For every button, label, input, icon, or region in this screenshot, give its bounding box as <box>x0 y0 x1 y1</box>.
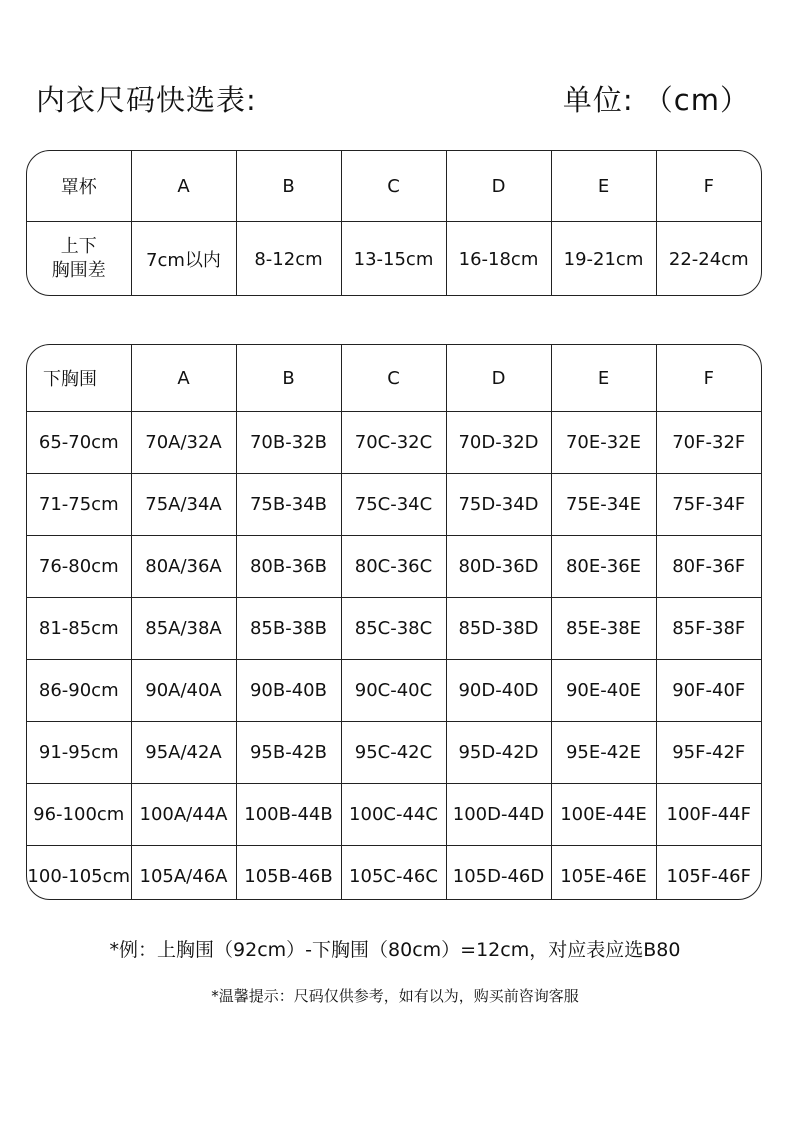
table-row <box>27 474 761 536</box>
size-cell: 105F-46F <box>666 866 751 887</box>
size-cell: 95D-42D <box>446 722 551 784</box>
page-title: 内衣尺码快选表: <box>36 83 257 117</box>
size-cell: 75E-34E <box>551 474 656 536</box>
size-cell: 75C-34C <box>341 474 446 536</box>
band-cell: 100-105cm <box>27 846 131 901</box>
size-cell: 70E-32E <box>551 412 656 474</box>
size-cell: 100F-44F <box>656 784 761 846</box>
size-table <box>26 344 762 900</box>
difference-cell: 22-24cm <box>668 248 749 270</box>
size-cell: 90A/40A <box>131 660 236 722</box>
size-cell: 90F-40F <box>656 660 761 722</box>
size-cell: 80B-36B <box>236 536 341 598</box>
cup-header-cell: B <box>236 151 341 222</box>
band-cell: 86-90cm <box>27 660 131 722</box>
cup-difference-table <box>26 150 762 296</box>
size-cell: 85B-38B <box>236 598 341 660</box>
size-cell: 75B-34B <box>236 474 341 536</box>
table-row <box>27 660 761 722</box>
unit-label: 单位: （cm） <box>562 83 750 117</box>
size-cell: 75D-34D <box>446 474 551 536</box>
band-cell: 76-80cm <box>27 536 131 598</box>
band-cell: 81-85cm <box>27 598 131 660</box>
size-cell: 90B-40B <box>236 660 341 722</box>
size-cell: 105D-46D <box>446 846 551 901</box>
table-row <box>27 846 761 901</box>
size-cell: 85F-38F <box>656 598 761 660</box>
size-cell: 85E-38E <box>551 598 656 660</box>
size-cell: 85A/38A <box>131 598 236 660</box>
cup-header-cell: B <box>236 345 341 412</box>
cup-header-cell: E <box>551 345 656 412</box>
cup-header-cell: D <box>446 151 551 222</box>
size-cell: 80D-36D <box>446 536 551 598</box>
band-cell: 65-70cm <box>27 412 131 474</box>
size-cell: 80E-36E <box>551 536 656 598</box>
size-cell: 100A/44A <box>131 784 236 846</box>
cup-header-cell: F <box>656 345 761 412</box>
size-cell: 75A/34A <box>131 474 236 536</box>
cup-header-cell: D <box>446 345 551 412</box>
difference-label-line2: 胸围差 <box>51 260 106 281</box>
band-cell: 71-75cm <box>27 474 131 536</box>
size-cell: 95E-42E <box>551 722 656 784</box>
size-cell: 95A/42A <box>131 722 236 784</box>
difference-cell: 16-18cm <box>446 222 551 297</box>
cup-header-cell: C <box>341 151 446 222</box>
size-cell: 90C-40C <box>341 660 446 722</box>
size-cell: 100E-44E <box>551 784 656 846</box>
size-cell: 95B-42B <box>236 722 341 784</box>
size-cell: 70C-32C <box>341 412 446 474</box>
size-cell: 95C-42C <box>341 722 446 784</box>
table-row <box>27 722 761 784</box>
band-cell: 96-100cm <box>27 784 131 846</box>
size-cell: 105A/46A <box>131 846 236 901</box>
difference-row <box>27 222 761 297</box>
cup-header-row <box>27 151 761 222</box>
size-cell: 90D-40D <box>446 660 551 722</box>
size-cell: 95F-42F <box>656 722 761 784</box>
size-cell: 100B-44B <box>236 784 341 846</box>
size-cell: 85C-38C <box>341 598 446 660</box>
band-header-label: 下胸围 <box>27 345 131 412</box>
cup-header-cell: E <box>551 151 656 222</box>
size-cell: 100D-44D <box>446 784 551 846</box>
band-cell: 91-95cm <box>27 722 131 784</box>
size-header-row <box>27 345 761 412</box>
cup-header-label: 罩杯 <box>27 151 131 222</box>
difference-cell: 13-15cm <box>341 222 446 297</box>
size-cell: 105B-46B <box>236 846 341 901</box>
size-cell: 70A/32A <box>131 412 236 474</box>
size-cell: 80C-36C <box>341 536 446 598</box>
size-cell: 70B-32B <box>236 412 341 474</box>
table-row <box>27 598 761 660</box>
tip-note: *温馨提示：尺码仅供参考，如有以为，购买前咨询客服 <box>211 987 579 1005</box>
size-cell: 90E-40E <box>551 660 656 722</box>
cup-header-cell: F <box>656 151 761 222</box>
difference-label <box>27 222 131 297</box>
difference-cell: 7cm以内 <box>131 222 236 297</box>
table-row <box>27 412 761 474</box>
difference-label-line1: 上下 <box>60 236 97 257</box>
table-row <box>27 536 761 598</box>
cup-header-cell: A <box>131 151 236 222</box>
difference-cell: 19-21cm <box>551 222 656 297</box>
cup-header-cell: A <box>131 345 236 412</box>
size-cell: 80A/36A <box>131 536 236 598</box>
size-cell: 105C-46C <box>341 846 446 901</box>
size-cell: 70D-32D <box>446 412 551 474</box>
size-cell: 75F-34F <box>656 474 761 536</box>
difference-cell: 8-12cm <box>236 222 341 297</box>
size-cell: 105E-46E <box>551 846 656 901</box>
size-cell: 70F-32F <box>656 412 761 474</box>
table-row <box>27 784 761 846</box>
cup-header-cell: C <box>341 345 446 412</box>
size-cell: 85D-38D <box>446 598 551 660</box>
size-cell: 100C-44C <box>341 784 446 846</box>
size-cell: 80F-36F <box>656 536 761 598</box>
example-note: *例：上胸围（92cm）-下胸围（80cm）=12cm，对应表应选B80 <box>109 939 681 961</box>
